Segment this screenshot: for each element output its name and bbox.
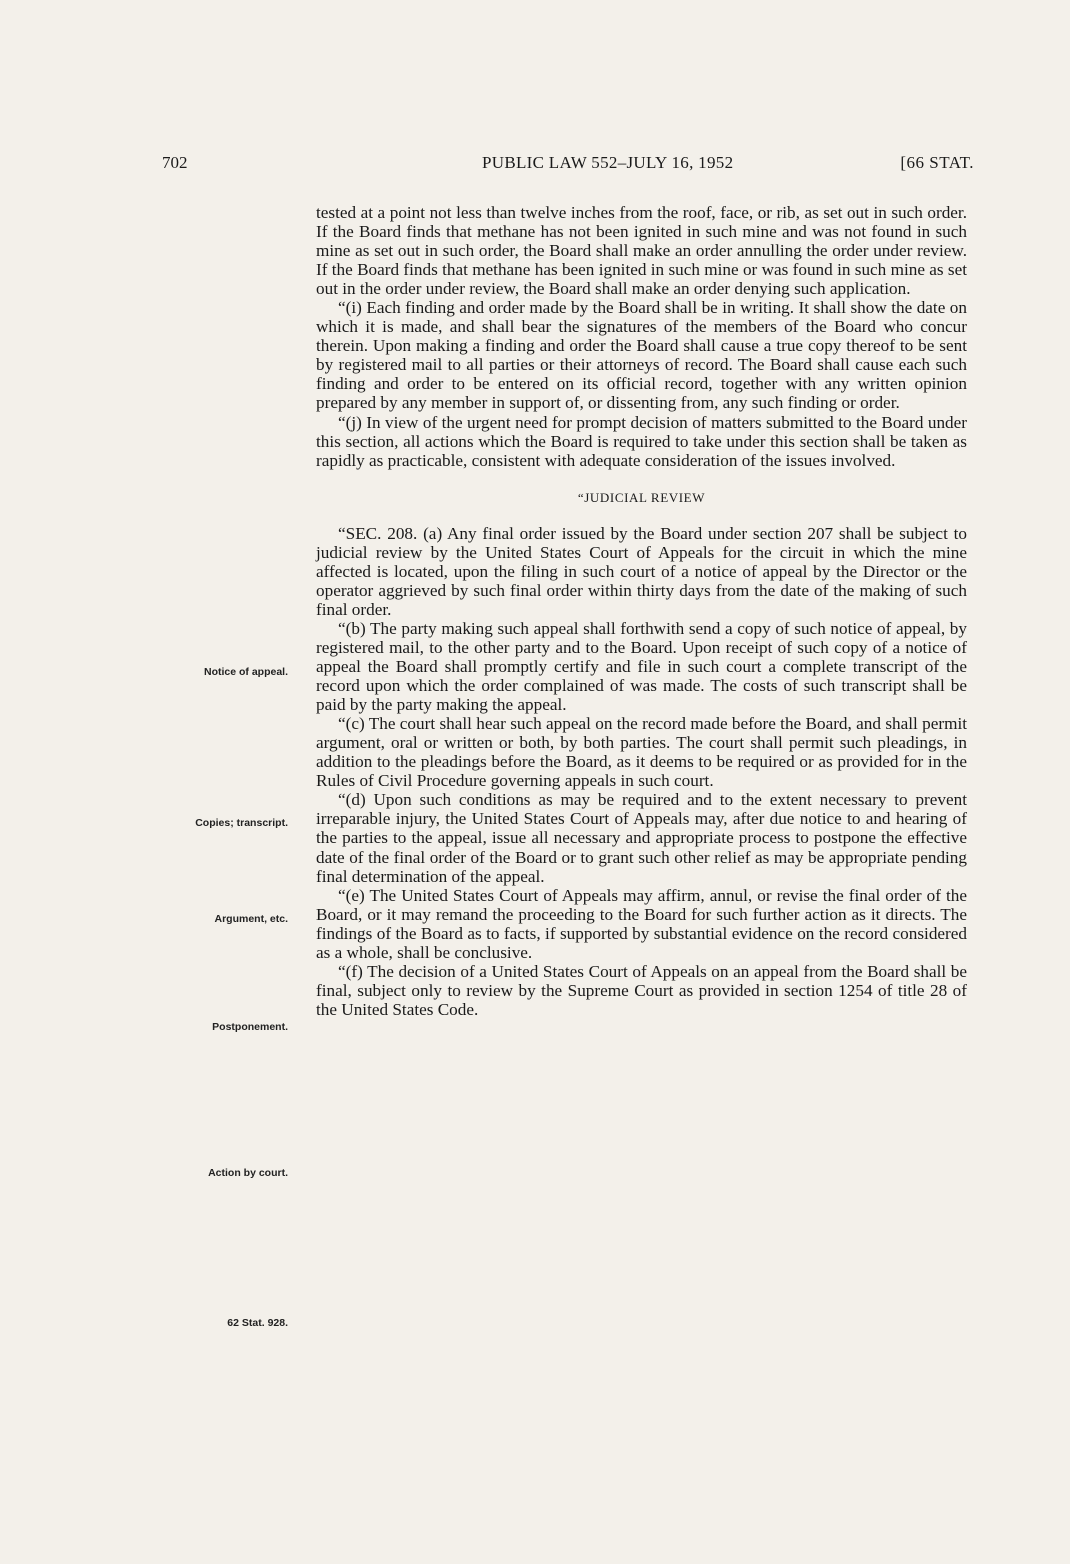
body-text [316,203,967,1019]
paragraph-e: “(e) The United States Court of Appeals may affirm, annul, or revise the final order of the Board, or it may remand the proceeding to the Board for such further action as it directs. The findings of the Board as to facts, if supported by substantial evidence on the record considered as a whole, shall be conclusive. [316,885,967,962]
paragraph-d: “(d) Upon such conditions as may be required and to the extent necessary to prevent irreparable injury, the United States Court of Appeals may, after due notice to and hearing of the parties to the appeal, issue all necessary and appropriate process to postpone the effective date of the final order of the Board or to grant such other relief as may be appropriate pending final determination of the appeal. [316,790,967,886]
paragraph-b: “(b) The party making such appeal shall forthwith send a copy of such notice of appeal, by registered mail, to the other party and to the Board. Upon receipt of such copy of a notice of appeal the Board shall promptly certify and file in such court a complete transcript of the record upon which the order complained of was made. The costs of such transcript shall be paid by the party making the appeal. [316,618,967,715]
paragraph-sec-208-a: “SEC. 208. (a) Any final order issued by the Board under section 207 shall be subject to judicial review by the United States Court of Appeals for the circuit in which the mine affected is located, upon the filing in such court of a notice of appeal by the Director or the operator aggrieved by such final order within thirty days from the date of the making of such final order. [316,523,967,619]
margin-note-copies-transcript: Copies; transcript. [195,817,288,829]
paragraph-c: “(c) The court shall hear such appeal on the record made before the Board, and shall permit argument, oral or written or both, by both parties. The court shall permit such pleadings, in addition to the pleadings before the Board, as it deems to be required or as provided for in the Rules of Civil Procedure governing appeals in such court. [316,714,967,791]
margin-note-argument: Argument, etc. [214,913,288,925]
paragraph-j: “(j) In view of the urgent need for prompt decision of matters submitted to the Board under this section, all actions which the Board is required to take under this section shall be taken as rapidly as practicable, consistent with adequate consideration of the issues involved. [316,412,967,470]
page-header [162,153,974,179]
margin-note-action-by-court: Action by court. [208,1167,288,1179]
statute-reference: [66 STAT. [900,153,974,172]
paragraph-continuation: tested at a point not less than twelve inches from the roof, face, or rib, as set out in such order. If the Board finds that methane has not been ignited in such mine and was not found in such mine as set out in such order, the Board shall make an order annulling the order under review. If the Board finds that methane has been ignited in such mine or was found in such mine as set out in the order under review, the Board shall make an order denying such application. [316,203,967,299]
section-heading: “JUDICIAL REVIEW [577,489,706,505]
margin-note-stat-citation: 62 Stat. 928. [227,1317,288,1329]
margin-note-notice-of-appeal: Notice of appeal. [203,666,288,678]
margin-note-postponement: Postponement. [212,1021,288,1033]
paragraph-f: “(f) The decision of a United States Court of Appeals on an appeal from the Board shall be final, subject only to review by the Supreme Court as provided in section 1254 of title 28 of the United States Code. [316,961,967,1019]
page-number: 702 [162,153,188,172]
paragraph-i: “(i) Each finding and order made by the Board shall be in writing. It shall show the date on which it is made, and shall bear the signatures of the members of the Board who concur therein. Upon making a finding and order the Board shall cause a true copy thereof to be sent by registered mail to all parties or their attorneys of record. The Board shall cause each such finding and order to be entered on its official record, together with any written opinion prepared by any member in support of, or dissenting from, any such finding or order. [316,298,967,413]
page-title: PUBLIC LAW 552–JULY 16, 1952 [482,153,734,172]
